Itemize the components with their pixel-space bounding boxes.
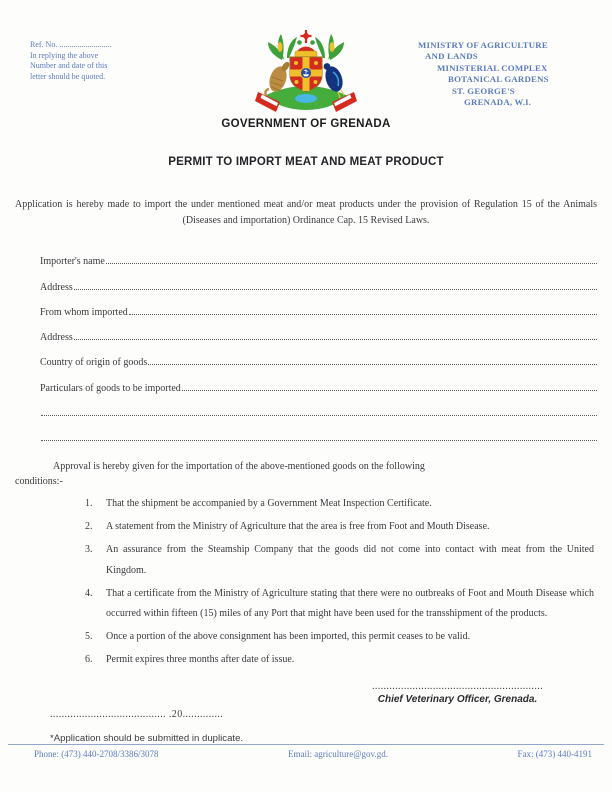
ref-note-line: letter should be quoted. [30, 71, 106, 81]
intro-paragraph: Application is hereby made to import the under mentioned meat and/or meat products under the provision of Regulation 15 of the Animals (Diseases and importation) Ordinance Cap. 15 Revised Laws. [15, 199, 597, 226]
footer-phone: Phone: (473) 440-2708/3386/3078 [34, 749, 159, 759]
approval-line: conditions:- [15, 476, 63, 488]
dotted-fill-line [106, 263, 597, 264]
contact-footer [8, 744, 604, 759]
field-continuation-line [40, 394, 597, 419]
condition-number: 2. [85, 521, 93, 533]
field-continuation-line [40, 419, 597, 444]
ref-no-line: Ref. No. .......................... [30, 40, 112, 49]
conditions-list [15, 494, 597, 671]
emblem-container [254, 30, 358, 121]
condition-number: 4. [85, 587, 93, 599]
dotted-fill-line [129, 314, 597, 315]
field-label: Particulars of goods to be imported [40, 382, 181, 394]
condition-number: 5. [85, 631, 93, 643]
field-address-1 [40, 267, 597, 292]
dotted-fill-line [74, 339, 597, 340]
footer-email: Email: agriculture@gov.gd. [288, 749, 388, 759]
condition-item [85, 494, 594, 515]
condition-text: That a certificate from the Ministry of Agriculture stating that there were no outbreaks of Foot and Mouth Disease which occurred within fifteen (15) miles of any Port that might have been used for the transshipment of the products. [106, 587, 594, 620]
condition-item [85, 627, 594, 648]
dotted-fill-line [41, 415, 597, 416]
signature-block [360, 682, 555, 705]
ministry-line: BOTANICAL GARDENS [448, 74, 549, 85]
government-of-grenada-heading: GOVERNMENT OF GRENADA [221, 118, 391, 130]
field-country-of-origin [40, 343, 597, 368]
condition-number: 3. [85, 544, 93, 556]
ministry-line: MINISTERIAL COMPLEX [437, 62, 548, 73]
approval-line: Approval is hereby given for the importation of the above-mentioned goods on the following [53, 461, 425, 473]
ministry-line: ST. GEORGE'S [452, 85, 515, 96]
condition-number: 6. [85, 654, 93, 666]
condition-text: Permit expires three months after date of issue. [106, 654, 295, 666]
condition-text: Once a portion of the above consignment has been imported, this permit ceases to be valid. [106, 631, 471, 643]
ministry-address-block [418, 40, 593, 108]
field-label: From whom imported [40, 306, 128, 318]
condition-number: 1. [85, 498, 93, 510]
field-label: Importer's name [40, 256, 105, 268]
condition-text: That the shipment be accompanied by a Government Meat Inspection Certificate. [106, 498, 432, 510]
condition-item [85, 650, 594, 671]
field-label: Address [40, 281, 73, 293]
signature-title: Chief Veterinary Officer, Grenada. [377, 693, 538, 705]
field-label: Address [40, 332, 73, 344]
condition-item [85, 540, 594, 581]
date-line: ........................................ .20.............. [50, 708, 224, 720]
footer-fax: Fax: (473) 440-4191 [517, 749, 592, 759]
dotted-fill-line [148, 364, 597, 365]
page-title: PERMIT TO IMPORT MEAT AND MEAT PRODUCT [168, 156, 444, 168]
field-from-whom-imported [40, 293, 597, 318]
form-fields [15, 242, 597, 444]
ref-note-line: In replying the above [30, 50, 99, 60]
ref-number-block [30, 40, 142, 82]
dotted-fill-line [182, 390, 597, 391]
ministry-line: GRENADA, W.I. [464, 97, 532, 108]
condition-text: An assurance from the Steamship Company that the goods did not come into contact with meat from the United Kingdom. [106, 544, 594, 576]
ref-note-line: Number and date of this [30, 61, 108, 70]
condition-item [85, 584, 594, 625]
ministry-line: AND LANDS [425, 51, 478, 62]
document-body [15, 197, 597, 744]
signature-dotted-line: ........................................................... [371, 680, 544, 692]
field-address-2 [40, 318, 597, 343]
field-particulars-of-goods [40, 368, 597, 393]
dotted-fill-line [74, 289, 597, 290]
field-importers-name [40, 242, 597, 267]
condition-text: A statement from the Ministry of Agriculture that the area is free from Foot and Mouth Disease. [106, 521, 490, 533]
approval-paragraph [15, 459, 597, 489]
condition-item [85, 517, 594, 538]
field-label: Country of origin of goods [40, 357, 148, 369]
grenada-coat-of-arms-icon [254, 30, 358, 116]
duplicate-footnote: *Application should be submitted in duplicate. [50, 732, 244, 744]
dotted-fill-line [41, 440, 597, 441]
ministry-line: MINISTRY OF AGRICULTURE [418, 40, 548, 50]
